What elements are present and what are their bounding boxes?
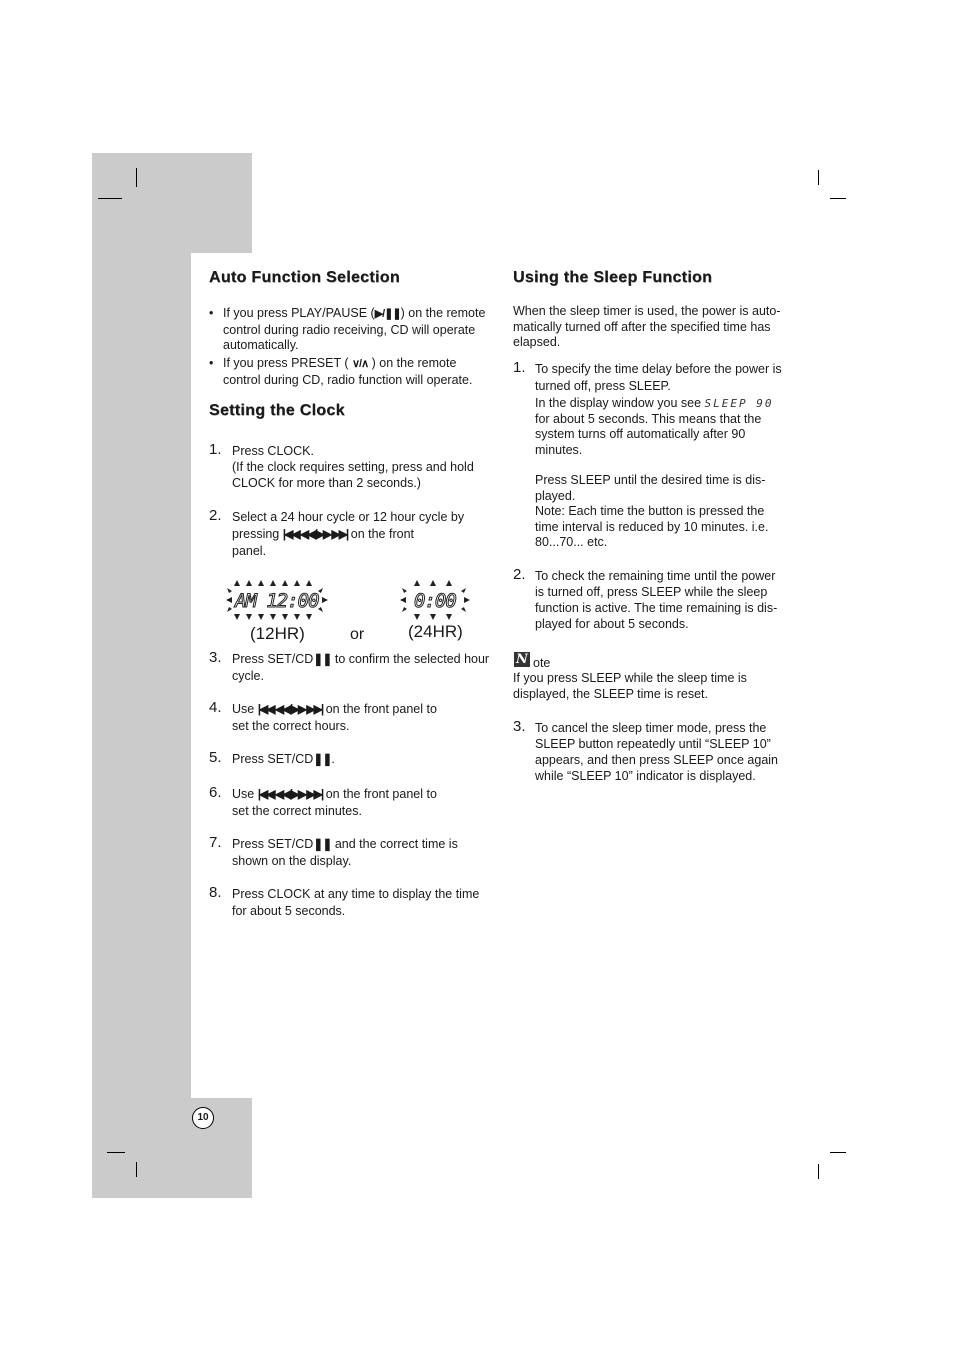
crop-mark xyxy=(136,1162,137,1177)
clock-step-6: Use |◀◀ ◀◀/▶▶ ▶▶| on the front panel to set the correct minutes. xyxy=(232,787,437,818)
side-band-middle xyxy=(92,253,191,1098)
clock-step-2: Select a 24 hour cycle or 12 hour cycle by pressing |◀◀ ◀◀/▶▶ ▶▶| on the front panel. xyxy=(232,510,465,558)
clock-step-4: Use |◀◀ ◀◀/▶▶ ▶▶| on the front panel to set the correct hours. xyxy=(232,702,437,733)
play-pause-icon: ▶/❚❚ xyxy=(374,308,401,320)
preset-up-down-icon: ∨/∧ xyxy=(351,358,369,370)
clock-step-number: 3. xyxy=(209,649,222,666)
pause-icon: ❚❚ xyxy=(313,837,332,851)
label-or: or xyxy=(350,626,365,643)
clock-step-number: 4. xyxy=(209,699,222,716)
clock-step-number: 1. xyxy=(209,441,222,458)
side-band-bottom xyxy=(92,1098,252,1198)
sleep-step-1: To specify the time delay before the power is turned off, press SLEEP. xyxy=(535,362,782,393)
crop-mark xyxy=(830,1152,846,1153)
clock-step-5: Press SET/CD❚❚. xyxy=(232,752,335,766)
page-number: 10 xyxy=(192,1107,214,1129)
auto-function-bullet-1: • If you press PLAY/PAUSE (▶/❚❚) on the remote control during radio receiving, CD will operate automatically. xyxy=(223,306,498,354)
clock-step-7: Press SET/CD❚❚ and the correct time is shown on the display. xyxy=(232,837,458,868)
pause-icon: ❚❚ xyxy=(313,652,332,666)
auto-function-bullet-2: • If you press PRESET ( ∨/∧ ) on the remote control during CD, radio function will operate. xyxy=(223,356,498,388)
skip-seek-icon: |◀◀ ◀◀/▶▶ ▶▶| xyxy=(257,787,323,801)
note-label: ote xyxy=(533,656,551,670)
sleep-intro: When the sleep timer is used, the power is auto- matically turned off after the specified time has elapsed. xyxy=(513,304,781,349)
auto-function-heading: Auto Function Selection xyxy=(209,269,400,286)
skip-seek-icon: |◀◀ ◀◀/▶▶ ▶▶| xyxy=(257,702,323,716)
clock-step-number: 7. xyxy=(209,834,222,851)
sleep-step-number: 1. xyxy=(513,359,526,376)
sleep-step-2: To check the remaining time until the power is turned off, press SLEEP while the sleep function is active. The time remaining is dis- played for about 5 seconds. xyxy=(535,569,778,631)
sleep-step-number: 2. xyxy=(513,566,526,583)
crop-mark xyxy=(98,198,122,199)
crop-mark xyxy=(830,198,846,199)
clock-step-number: 8. xyxy=(209,884,222,901)
display-12hr-readout: AM 12:00 xyxy=(235,590,319,612)
clock-step-3: Press SET/CD❚❚ to confirm the selected hour cycle. xyxy=(232,652,490,683)
setting-clock-heading: Setting the Clock xyxy=(209,402,345,419)
clock-step-number: 5. xyxy=(209,749,222,766)
note-icon: N xyxy=(514,652,530,667)
clock-display-illustration xyxy=(222,576,482,626)
sleep-lcd-readout: SLEEP 90 xyxy=(704,397,774,410)
sleep-step-3: To cancel the sleep timer mode, press the SLEEP button repeatedly until “SLEEP 10” appears, and then press SLEEP once again while “SLEEP 10” indicator is displayed. xyxy=(535,721,778,783)
label-12hr: (12HR) xyxy=(250,624,305,643)
label-24hr: (24HR) xyxy=(408,622,463,641)
clock-step-number: 6. xyxy=(209,784,222,801)
crop-mark xyxy=(818,170,819,185)
crop-mark xyxy=(818,1164,819,1179)
sleep-step-1-detail: Press SLEEP until the desired time is dis- played. Note: Each time the button is pressed the time interval is reduced by 10 minutes. i.e. 80...70... etc. xyxy=(535,473,769,549)
side-band-top xyxy=(92,153,252,253)
clock-step-1: Press CLOCK. (If the clock requires setting, press and hold CLOCK for more than 2 seconds.) xyxy=(232,444,474,490)
sleep-step-1-display: In the display window you see SLEEP 90 for about 5 seconds. This means that the system turns off automatically after 90 minutes. xyxy=(535,396,774,457)
sleep-function-heading: Using the Sleep Function xyxy=(513,269,713,286)
sleep-step-number: 3. xyxy=(513,718,526,735)
pause-icon: ❚❚ xyxy=(313,752,332,766)
crop-mark xyxy=(107,1152,125,1153)
crop-mark xyxy=(136,168,137,187)
display-24hr-readout: 0:00 xyxy=(414,590,456,612)
clock-step-8: Press CLOCK at any time to display the time for about 5 seconds. xyxy=(232,887,480,918)
note-text: If you press SLEEP while the sleep time is displayed, the SLEEP time is reset. xyxy=(513,671,747,701)
clock-step-number: 2. xyxy=(209,507,222,524)
skip-seek-icon: |◀◀ ◀◀/▶▶ ▶▶| xyxy=(282,527,348,541)
